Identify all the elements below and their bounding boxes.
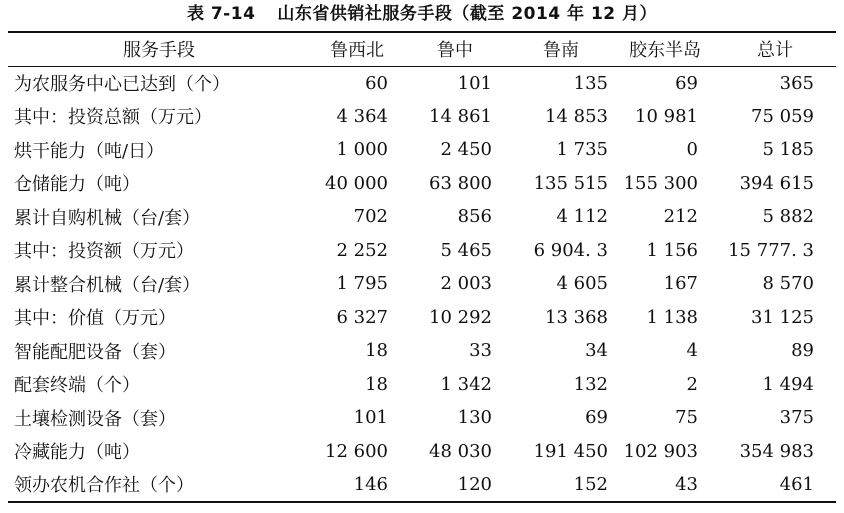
value-lunan: 6 904. 3 xyxy=(533,239,608,261)
value-luxibei: 101 xyxy=(353,407,388,429)
table-row xyxy=(8,435,836,469)
value-lunan: 13 368 xyxy=(545,306,608,328)
header-service-means: 服务手段 xyxy=(8,32,310,66)
row-label: 领办农机合作社（个） xyxy=(8,468,310,502)
row-label: 冷藏能力（吨） xyxy=(14,442,140,464)
value-luxibei: 1 795 xyxy=(336,273,388,295)
value-jiaodong: 0 xyxy=(686,139,698,161)
table-body xyxy=(8,66,836,502)
table-row xyxy=(8,133,836,167)
table-row xyxy=(8,234,836,268)
value-jiaodong: 155 300 xyxy=(623,172,698,194)
value-lunan: 191 450 xyxy=(533,440,608,462)
value-luzhong: 2 450 xyxy=(440,139,492,161)
value-total: 1 494 xyxy=(762,373,814,395)
header-jiaodong: 胶东半岛 xyxy=(616,32,714,66)
value-lunan: 132 xyxy=(573,373,608,395)
value-lunan: 152 xyxy=(506,468,616,502)
table-header-row xyxy=(8,32,836,66)
value-jiaodong: 1 138 xyxy=(646,306,698,328)
value-jiaodong: 212 xyxy=(663,206,698,228)
value-total: 8 570 xyxy=(762,273,814,295)
value-luxibei: 146 xyxy=(310,468,404,502)
table-row xyxy=(8,66,836,100)
row-label: 智能配肥设备（套） xyxy=(14,341,176,363)
header-luxibei: 鲁西北 xyxy=(310,32,404,66)
service-means-table xyxy=(8,31,836,503)
value-luzhong: 33 xyxy=(469,340,492,362)
value-total: 375 xyxy=(779,407,814,429)
table-row xyxy=(8,200,836,234)
value-lunan: 14 853 xyxy=(545,105,608,127)
value-luxibei: 6 327 xyxy=(336,306,388,328)
row-label: 累计整合机械（台/套） xyxy=(14,274,201,296)
value-jiaodong: 75 xyxy=(675,407,698,429)
value-luzhong: 101 xyxy=(457,72,492,94)
value-total: 394 615 xyxy=(739,172,814,194)
value-total: 461 xyxy=(714,468,836,502)
value-lunan: 135 xyxy=(573,72,608,94)
value-total: 5 185 xyxy=(762,139,814,161)
row-label: 累计自购机械（台/套） xyxy=(14,207,201,229)
table-number: 表 7-14 xyxy=(186,4,256,24)
value-jiaodong: 167 xyxy=(663,273,698,295)
value-total: 365 xyxy=(779,72,814,94)
value-total: 31 125 xyxy=(751,306,814,328)
value-luzhong: 48 030 xyxy=(429,440,492,462)
value-jiaodong: 2 xyxy=(686,373,698,395)
value-luxibei: 60 xyxy=(365,72,388,94)
table-row xyxy=(8,368,836,402)
value-jiaodong: 10 981 xyxy=(635,105,698,127)
value-luzhong: 120 xyxy=(404,468,506,502)
row-label: 烘干能力（吨/日） xyxy=(14,140,165,162)
table-row xyxy=(8,267,836,301)
value-jiaodong: 43 xyxy=(616,468,714,502)
value-jiaodong: 69 xyxy=(675,72,698,94)
value-luzhong: 5 465 xyxy=(440,239,492,261)
value-luxibei: 18 xyxy=(365,340,388,362)
value-jiaodong: 102 903 xyxy=(623,440,698,462)
value-total: 5 882 xyxy=(762,206,814,228)
row-label: 其中：价值（万元） xyxy=(14,308,176,330)
header-total: 总计 xyxy=(714,32,836,66)
header-lunan: 鲁南 xyxy=(506,32,616,66)
table-row xyxy=(8,100,836,134)
value-lunan: 4 112 xyxy=(556,206,608,228)
table-row xyxy=(8,334,836,368)
value-luxibei: 2 252 xyxy=(336,239,388,261)
value-jiaodong: 4 xyxy=(686,340,698,362)
value-lunan: 1 735 xyxy=(556,139,608,161)
value-jiaodong: 1 156 xyxy=(646,239,698,261)
value-luzhong: 1 342 xyxy=(440,373,492,395)
value-luzhong: 130 xyxy=(457,407,492,429)
value-luxibei: 1 000 xyxy=(336,139,388,161)
value-luzhong: 2 003 xyxy=(440,273,492,295)
table-row xyxy=(8,301,836,335)
value-luxibei: 702 xyxy=(353,206,388,228)
value-total: 75 059 xyxy=(751,105,814,127)
value-luzhong: 14 861 xyxy=(429,105,492,127)
value-luxibei: 18 xyxy=(365,373,388,395)
row-label: 为农服务中心已达到（个） xyxy=(14,74,230,95)
table-caption xyxy=(0,0,844,30)
value-lunan: 69 xyxy=(585,407,608,429)
value-luzhong: 856 xyxy=(457,206,492,228)
value-lunan: 135 515 xyxy=(533,172,608,194)
row-label: 配套终端（个） xyxy=(14,375,140,397)
row-label: 仓储能力（吨） xyxy=(14,174,140,196)
value-luxibei: 4 364 xyxy=(336,105,388,127)
value-lunan: 4 605 xyxy=(556,273,608,295)
value-luxibei: 12 600 xyxy=(325,440,388,462)
header-luzhong: 鲁中 xyxy=(404,32,506,66)
value-total: 354 983 xyxy=(739,440,814,462)
value-lunan: 34 xyxy=(585,340,608,362)
value-total: 89 xyxy=(791,340,814,362)
value-luzhong: 10 292 xyxy=(429,306,492,328)
table-row xyxy=(8,468,836,502)
row-label: 其中：投资额（万元） xyxy=(14,241,194,263)
value-total: 15 777. 3 xyxy=(728,239,814,261)
row-label: 其中：投资总额（万元） xyxy=(14,107,212,129)
table-row xyxy=(8,401,836,435)
table-title: 山东省供销社服务手段（截至 2014 年 12 月） xyxy=(277,4,658,24)
value-luzhong: 63 800 xyxy=(429,172,492,194)
value-luxibei: 40 000 xyxy=(325,172,388,194)
row-label: 土壤检测设备（套） xyxy=(14,408,176,430)
table-row xyxy=(8,167,836,201)
